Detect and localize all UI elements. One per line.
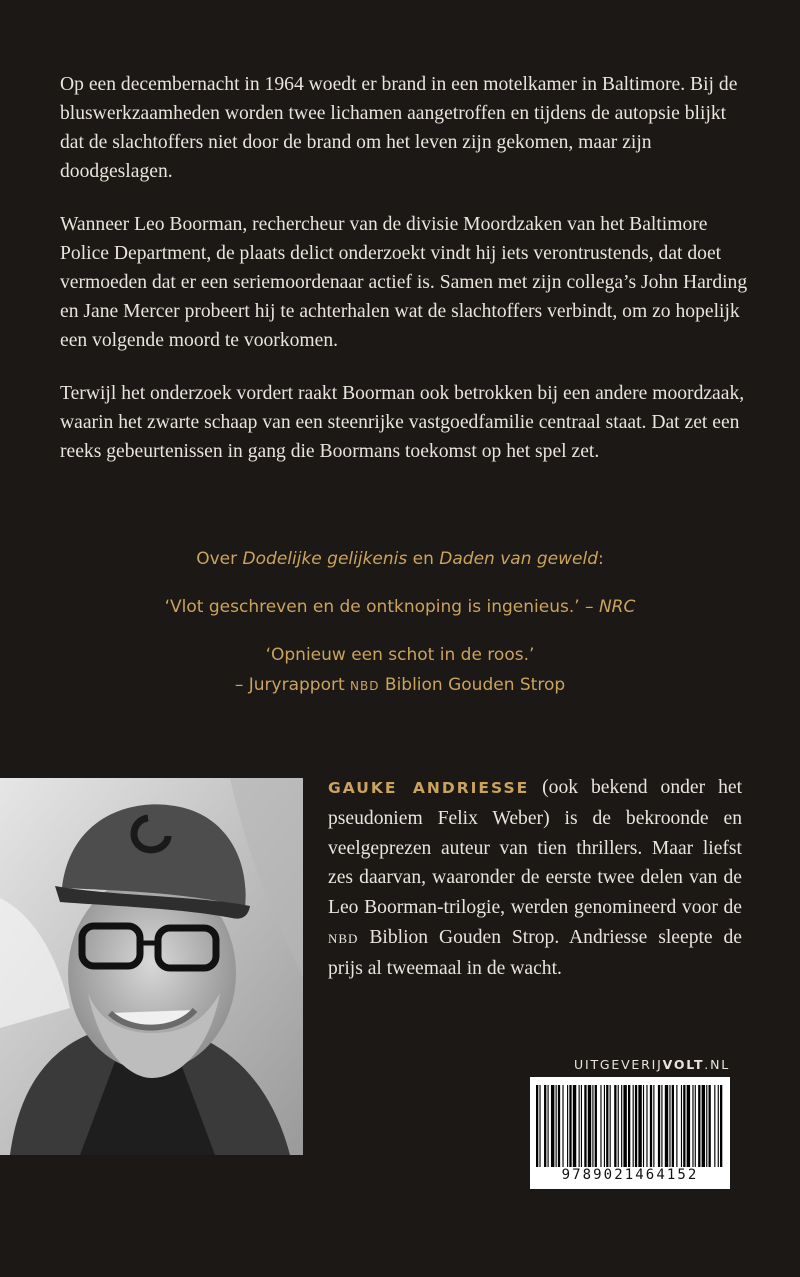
barcode-bar <box>595 1085 597 1167</box>
barcode-bar <box>646 1085 647 1167</box>
review-quotes <box>60 544 740 719</box>
barcode-bar <box>635 1085 637 1167</box>
barcode-bar <box>604 1085 605 1167</box>
barcode-bar <box>600 1085 601 1167</box>
barcode-bar <box>579 1085 580 1167</box>
book-title-1: Dodelijke gelijkenis <box>242 549 408 569</box>
barcode-bar <box>614 1085 616 1167</box>
quote-2-source-suffix: Biblion Gouden Strop <box>379 675 566 695</box>
quote-2-text: ‘Opnieuw een schot in de roos.’ <box>265 645 535 665</box>
barcode-bar <box>638 1085 641 1167</box>
barcode-bar <box>714 1085 715 1167</box>
barcode-bar <box>621 1085 622 1167</box>
barcode-bar <box>573 1085 576 1167</box>
barcode-bars <box>536 1085 724 1167</box>
barcode-bar <box>653 1085 654 1167</box>
barcode-bar <box>650 1085 652 1167</box>
quote-2 <box>60 640 740 701</box>
barcode-bar <box>720 1085 722 1167</box>
barcode-bar <box>676 1085 677 1167</box>
quotes-intro <box>60 544 740 574</box>
barcode-bar <box>633 1085 634 1167</box>
isbn-number: 9789021464152 <box>561 1167 699 1183</box>
author-bio-text-2: Biblion Gouden Strop. Andriesse sleepte de prijs al tweemaal in de wacht. <box>328 926 742 979</box>
barcode-bar <box>536 1085 538 1167</box>
barcode-bar <box>618 1085 619 1167</box>
barcode-bar <box>665 1085 668 1167</box>
author-bio-nbd: NBD <box>328 930 359 946</box>
author-name: GAUKE ANDRIESSE <box>328 779 530 797</box>
barcode-bar <box>610 1085 611 1167</box>
barcode-bar <box>687 1085 690 1167</box>
barcode-bar <box>683 1085 685 1167</box>
barcode-bar <box>692 1085 693 1167</box>
barcode-bar <box>695 1085 696 1167</box>
barcode-bar <box>628 1085 630 1167</box>
quote-1-text: ‘Vlot geschreven en de ontknoping is ingenieus.’ – <box>164 597 599 617</box>
quote-1-source: NRC <box>598 597 636 617</box>
barcode-bar <box>558 1085 560 1167</box>
book-title-2: Daden van geweld <box>439 549 599 569</box>
barcode-bar <box>584 1085 586 1167</box>
barcode-bar <box>661 1085 662 1167</box>
barcode-bar <box>669 1085 670 1167</box>
publisher-suffix: .NL <box>704 1057 730 1072</box>
barcode-bar <box>544 1085 546 1167</box>
barcode-bar <box>569 1085 571 1167</box>
quote-2-source-nbd: NBD <box>350 679 380 693</box>
barcode-bar <box>562 1085 563 1167</box>
publisher-url <box>530 1057 730 1072</box>
barcode-bar <box>592 1085 593 1167</box>
barcode-bar <box>718 1085 719 1167</box>
quotes-intro-prefix: Over <box>196 549 243 569</box>
barcode-bar <box>672 1085 674 1167</box>
barcode-bar <box>556 1085 557 1167</box>
author-bio-text-1: (ook bekend onder het pseudoniem Felix Weber) is de bekroonde en veelgeprezen auteur van tien thrillers. Maar liefst zes daarvan, waaronder de eerste twee delen van de Leo Boorman-trilogie, werden genomineerd voor de <box>328 777 743 919</box>
barcode-bar <box>539 1085 540 1167</box>
author-portrait-illustration <box>0 778 303 1155</box>
barcode-bar <box>681 1085 682 1167</box>
barcode-bar <box>606 1085 608 1167</box>
barcode-bar <box>658 1085 660 1167</box>
barcode-bar <box>581 1085 582 1167</box>
barcode-bar <box>643 1085 644 1167</box>
quotes-intro-suffix: : <box>598 549 604 569</box>
barcode-bar <box>706 1085 707 1167</box>
author-bio <box>328 773 742 984</box>
quote-2-source-prefix: – Juryrapport <box>234 675 351 695</box>
blurb-paragraph-2: Wanneer Leo Boorman, rechercheur van de divisie Moordzaken van het Baltimore Police Department, de plaats delict onderzoekt vindt hij iets verontrustends, dat doet vermoeden dat er een seriemoordenaar actief is. Samen met zijn collega’s John Harding en Jane Mercer probeert hij te achterhalen wat de slachtoffers verbindt, om zo hopelijk een volgende moord te voorkomen. <box>60 214 748 351</box>
blurb <box>60 70 750 490</box>
publisher-prefix: UITGEVERIJ <box>574 1057 663 1072</box>
barcode-bar <box>709 1085 711 1167</box>
author-photo <box>0 778 303 1155</box>
barcode-bar <box>548 1085 549 1167</box>
blurb-paragraph-3: Terwijl het onderzoek vordert raakt Boorman ook betrokken bij een andere moordzaak, waarin het zwarte schaap van een steenrijke vastgoedfamilie centraal staat. Dat zet een reeks gebeurtenissen in gang die Boormans toekomst op het spel zet. <box>60 383 745 462</box>
publisher-brand: VOLT <box>662 1057 705 1072</box>
barcode-bar <box>702 1085 705 1167</box>
blurb-paragraph-1: Op een decembernacht in 1964 woedt er brand in een motelkamer in Baltimore. Bij de bluswerkzaamheden worden twee lichamen aangetroffen en tijdens de autopsie blijkt dat de slachtoffers niet door de brand om het leven zijn gekomen, maar zijn doodgeslagen. <box>60 74 738 182</box>
quote-1 <box>60 592 740 622</box>
barcode-bar <box>623 1085 626 1167</box>
isbn-barcode <box>530 1077 730 1189</box>
barcode-bar <box>588 1085 591 1167</box>
barcode-bar <box>698 1085 700 1167</box>
barcode-bar <box>567 1085 568 1167</box>
barcode-bar <box>551 1085 554 1167</box>
quotes-intro-mid: en <box>407 549 440 569</box>
